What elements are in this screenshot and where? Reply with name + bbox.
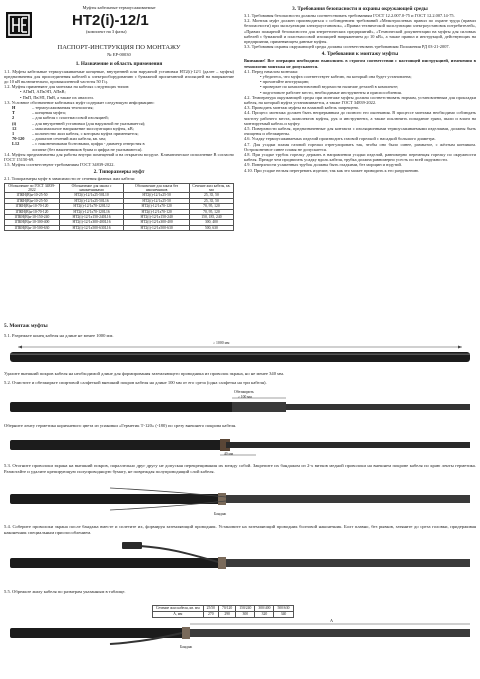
- label-clean: Обезжирить: [234, 390, 254, 394]
- para-1-1: 1.1. Муфты кабельные термоусаживаемые концевые, внутренней или наружной установки НТ2(i)-12/1 (далее – муфты) предназначены для присоединения кабелей к электрооборудованию с бумажной пропитанной изоляцией на напряжение до 10 кВ включительно, промышленной частоты 50 Гц.: [4, 68, 234, 84]
- step-5-2b: Оберните ленту герметика коричневого цвета из упаковки «Герметик Т-120» (-180) по срезу внешнего покрова кабеля.: [4, 423, 237, 428]
- section-1-title: 1. Назначение и область применения: [75, 61, 163, 67]
- para-4-4: 4.4. Процесс монтажа должен быть непрерывным до полного его окончания. В процессе монтажа необходимо соблюдать чистоту рабочего места, комплектов муфты, рук и инструмента, а также исключить попадание грязи, пыли и влаги на монтируемый кабель и муфту.: [244, 110, 476, 126]
- check-item: • подготовьте рабочее место, необходимые инструменты и приспособления.: [260, 89, 402, 95]
- symbol-row: Т – концевая муфта;: [12, 110, 66, 116]
- table-row: 1ПКН(В)н-10-25-50 НТ2(i)-12/1х25-50L10 НТ2(i)-12/1х25-50 25, 35, 50: [5, 193, 234, 198]
- table-header-row: [5, 183, 234, 193]
- symbol-row: Н – термоусаживаемая технология;: [12, 104, 94, 110]
- label-A: А: [330, 618, 334, 623]
- para-4-3: 4.3. Проводить монтаж муфты на влажной кабель запрещено.: [244, 105, 360, 111]
- header-block: [4, 12, 234, 42]
- check-item: • прочитайте инструкцию;: [260, 79, 310, 85]
- dim-40: 40 мм: [224, 452, 234, 456]
- table-row: А, мм 270 290 300 320 340: [153, 612, 294, 618]
- para-4-2: 4.2. Температура окружающей среды при монтаже муфты должна соответствовать нормам, установленным для прокладки кабеля, на который муфта устанавливается, а также ГОСТ 34839-2022.: [244, 94, 476, 106]
- arrow-right-icon: [458, 346, 462, 349]
- check-item: • убедитесь, что муфта соответствует кабелю, на который она будет установлена;: [260, 74, 412, 80]
- section-3-title: 3. Требования безопасности и охраны окружающей среды: [292, 5, 428, 12]
- para-3-2: 3.2. Монтаж муфт должен производиться с соблюдением требований «Межотраслевых правил по охране труда (правил безопасности) при эксплуатации электроустановок», «Правил технической эксплуатации электроустановок потребителей», «Правил пожарной безопасности для энергетических предприятий», «Технической документации на муфты для силовых кабелей с бумажной и пластмассовой изоляцией напряжением до 10 кВ», а также правил и инструкций, действующих на предприятии, применяющем данные муфты.: [244, 18, 476, 45]
- para-1-3: 1.3. Условное обозначение кабельных муфт содержит следующую информацию:: [4, 99, 155, 105]
- table-row: 1ПКН(В)н-10-70-120 НТ2(i)-12/1х70-120L16 НТ2(i)-12/1х70-120 70, 95, 120: [5, 209, 234, 214]
- cable-diagram-5: [10, 540, 470, 584]
- para-3-3: 3.3. Требования охраны окружающей среды должны соответствовать требованиям Положения РД 03-21-2007.: [244, 44, 450, 50]
- section-2-title: 2. Типоразмеры муфт: [93, 168, 145, 175]
- para-4-10: 4.10. При усадке нельзя перегревать изделие, так как это может приводить к его разрушению.: [244, 167, 420, 173]
- check-item: • проверьте по комплектовочной ведомости наличие деталей в комплекте;: [260, 84, 399, 90]
- cut-length-table: [152, 605, 294, 618]
- table-row: 1ПКН(В)н-10-500-630 НТ2(i)-12/1х500-630L16 НТ2(i)-12/1х500-630 500, 630: [5, 225, 234, 230]
- symbol-row: 2 – для кабеля с пластмассовой изоляцией;: [12, 115, 109, 121]
- para-4-5: 4.5. Поверхности кабеля, предназначенные для контакта с изоляционными термоусаживаемыми изделиями, должны быть очищены и обезжирены.: [244, 126, 476, 137]
- sizes-table: [4, 183, 234, 232]
- arrow-left-icon: [18, 346, 22, 349]
- step-5-2: 5.2. Очистите и обезжирьте спиртовой салфеткой внешний покров кабеля на длине 100 мм от его среза (одна салфетка на три кабеля).: [4, 380, 267, 385]
- dim-100: ≥ 100 мм: [238, 395, 252, 399]
- para-1-5: 1.5. Муфты соответствуют требованиям ГОСТ 34839-2022.: [4, 162, 115, 168]
- step-5-4: 5.4. Соберите проволоки экрана после бандажа вместе и сплетите их, формируя заземляющий проводник. Установите на заземляющий проводник болтовой наконечник. Болт плавно, без рывков, затяните до среза головки, придерживая наконечник специальным приспособлением.: [4, 524, 476, 535]
- cable-types-1: • АПвП, АПвЭП, АПвВ;: [20, 89, 66, 95]
- symbol-row: (i) – для внутренней установки (для наружной не указывается);: [12, 120, 146, 126]
- symbol-row: 1 – количество жил кабеля, с которым муфта применяется;: [12, 130, 139, 136]
- para-4-1: 4.1. Перед началом монтажа:: [244, 68, 299, 74]
- symbol-row: 12 – максимальное напряжение эксплуатации муфты, кВ;: [12, 125, 134, 131]
- cable-highlight: [10, 354, 470, 356]
- warning-text: Внимание! Все операции необходимо выполнять в строгом соответствии с настоящей инструкцией, изменения в технологии монтажа не допускаются.: [244, 58, 476, 69]
- para-4-8: 4.8. При усадке трубок горелку держать в направлении усадки изделий, равномерно перемещая горелку по окружности кабеля. Прежде чем продвигать усадку вдоль кабеля, трубка должна равномерно усесть по всей окружности.: [244, 152, 476, 163]
- table-row: Сечение жил кабеля, кв. мм 25/50 70/120 150/240 300/400 500/630: [153, 606, 294, 612]
- cleaned-zone: [232, 402, 286, 412]
- para-4-9: 4.9. Поверхности усаженных трубок должны быть гладкими, без морщин и вздутий.: [244, 162, 402, 168]
- section-4-title: 4. Требования к монтажу муфты: [321, 50, 399, 57]
- table-row: 1ПКН(В)н-10-300-400 НТ2(i)-12/1х300-400L16 НТ2(i)-12/1х300-400 300, 400: [5, 220, 234, 225]
- cable-diagram-4: [10, 484, 470, 514]
- company-logo-icon: [6, 12, 32, 38]
- table-row: 1ПКН(В)н-10-150-240 НТ2(i)-12/1х150-240L16 НТ2(i)-12/1х150-240 150, 185, 240: [5, 215, 234, 220]
- cable-diagram-6: [10, 618, 470, 646]
- table-header: Обозначение для заказа с наконечниками: [59, 183, 124, 193]
- left-column: [4, 4, 234, 231]
- para-1-2: 1.2. Муфты применяют для монтажа на кабелях следующих типов:: [4, 84, 130, 90]
- header-line: Муфты кабельные термоусаживаемые: [82, 5, 156, 10]
- para-4-6: 4.6. Усадку термоусаживаемых изделий производить газовой горелкой с насадкой большого диаметра.: [244, 136, 436, 142]
- screen-wires: [286, 404, 470, 410]
- table-header: Обозначение для заказа без наконечников: [124, 183, 189, 193]
- section-5-title: 5. Монтаж муфты: [4, 323, 48, 329]
- label-bandage: Бандаж: [214, 512, 227, 516]
- step-5-3: 5.3. Отогните проволоки экрана на внешний покров, параллельно друг другу не допуская перекрещивания их между собой. Закрепите их бандажом из 2-х витков медной проволоки на внешнем покрове кабеля по краю ленты герметика. Размотайте и удалите крепирующую полупроводящую бумагу, не повреждая полупроводящий слой кабеля.: [4, 463, 476, 474]
- step-5-1: 5.1. Разрежьте конец кабеля на длине не менее 1000 мм.: [4, 333, 114, 338]
- table-header: Сечение жил кабеля, кв. мм: [189, 183, 233, 193]
- cable-types-2: • ПвП, ПвЭП, ПвВ, а также их аналоги.: [20, 94, 94, 100]
- dim-1000: ≥ 1000 мм: [213, 341, 230, 345]
- symbol-row: лопатке (без наконечников буква и цифра не указываются).: [32, 146, 143, 152]
- passport-title: ПАСПОРТ-ИНСТРУКЦИЯ ПО МОНТАЖУ: [57, 44, 181, 51]
- step-5-1b: Удалите внешний покров кабеля на необходимой длине для формирования заземляющего проводника из проволок экрана, но не менее 340 мм.: [4, 371, 285, 376]
- label-bandage-2: Бандаж: [180, 645, 193, 649]
- para-4-7: 4.7. Для усадки пламя газовой горелки отрегулировать так, чтобы оно было синее, размытое, с жёлтым кончиком. Остроконечное синее пламя не допускается.: [244, 141, 476, 152]
- para-1-4: 1.4. Муфты предназначены для работы внутри помещений и на открытом воздухе. Климатическое исполнение В согласно ГОСТ 15150-69.: [4, 151, 234, 162]
- para-2-1: 2.1. Типоразмеры муфт в зависимости от сечения фазных жил кабеля:: [4, 176, 135, 182]
- symbol-row: L12 – с наконечниками болтовыми, цифра - диаметр отверстия в: [12, 141, 145, 147]
- para-3-1: 3.1. Требования безопасности должны соответствовать требованиям ГОСТ 12.2.007.0-75 и ГОСТ 12.2.007.14-75.: [244, 13, 455, 18]
- bandage: [218, 493, 226, 505]
- table-row: 1ПКН(В)н-10-25-50 НТ2(i)-12/1х25-50L16 НТ2(i)-12/1х25-50 25, 35, 50: [5, 198, 234, 203]
- symbol-list: [4, 105, 234, 152]
- step-5-5: 5.5. Обрежьте жилу кабеля по размерам указанным в таблице.: [4, 589, 126, 594]
- cable-diagram-3: [10, 433, 470, 459]
- product-subtitle: (комплект на 3 фазы): [86, 29, 127, 34]
- lug-icon: [122, 542, 142, 549]
- passport-number: № ЕР-00030: [107, 51, 131, 57]
- table-row: 1ПКН(В)н-10-70-120 НТ2(i)-12/1х70-120L12 НТ2(i)-12/1х70-120 70, 95, 120: [5, 204, 234, 209]
- right-column: [244, 4, 476, 173]
- product-title: НТ2(i)-12/1: [72, 12, 149, 29]
- table-header: Обозначение по ГОСТ 34839-2022: [5, 183, 60, 193]
- symbol-row: 70-120 – диапазон сечений жил кабеля, кв. мм;: [12, 136, 106, 142]
- cable-diagram-1: [10, 343, 470, 367]
